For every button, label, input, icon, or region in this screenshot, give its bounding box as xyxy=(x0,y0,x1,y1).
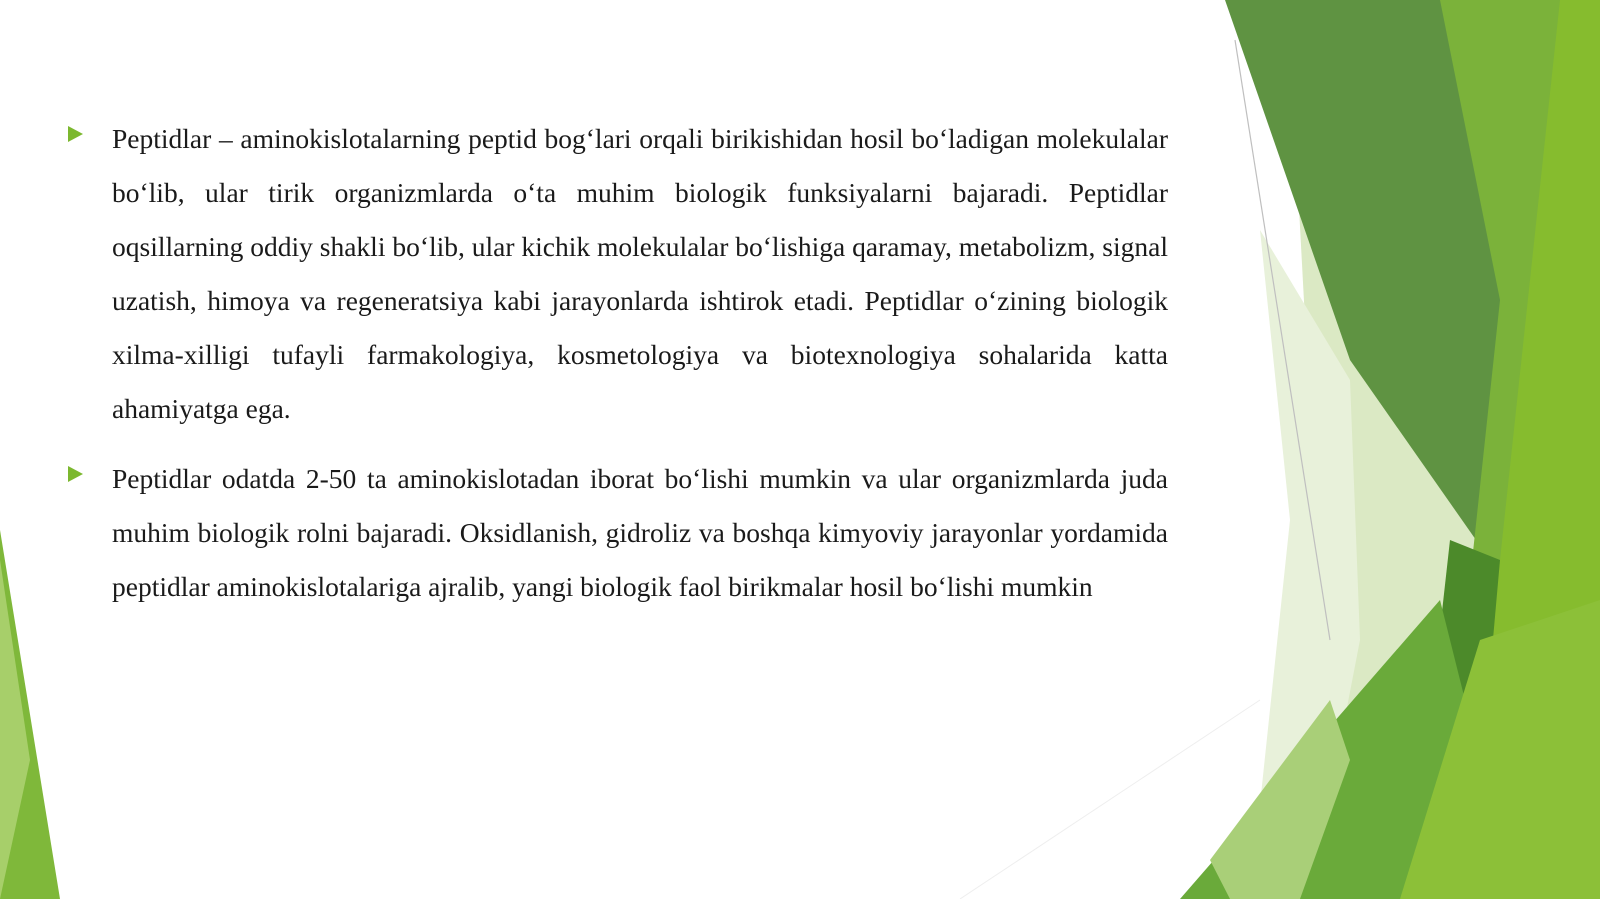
bullet-text: Peptidlar odatda 2-50 ta aminokislotadan iborat bo‘lishi mumkin va ular organizmlarda juda muhim biologik rolni bajaradi. Oksidlanish, gidroliz va boshqa kimyoviy jarayonlar yordamida peptidlar aminokislotalariga ajralib, yangi biologik faol birikmalar hosil bo‘lishi mumkin xyxy=(112,463,1168,602)
triangle-bullet-icon xyxy=(68,466,83,482)
bullet-text: Peptidlar – aminokislotalarning peptid bog‘lari orqali birikishidan hosil bo‘ladigan molekulalar bo‘lib, ular tirik organizmlarda o‘ta muhim biologik funksiyalarni bajaradi. Peptidlar oqsillarning oddiy shakli bo‘lib, ular kichik molekulalar bo‘lishiga qaramay, metabolizm, signal uzatish, himoya va regeneratsiya kabi jarayonlarda ishtirok etadi. Peptidlar o‘zining biologik xilma-xilligi tufayli farmakologiya, kosmetologiya va biotexnologiya sohalarida katta ahamiyatga ega. xyxy=(112,123,1168,424)
bullet-list xyxy=(68,112,1168,630)
bullet-item xyxy=(68,112,1168,436)
bullet-item xyxy=(68,452,1168,614)
triangle-bullet-icon xyxy=(68,126,83,142)
